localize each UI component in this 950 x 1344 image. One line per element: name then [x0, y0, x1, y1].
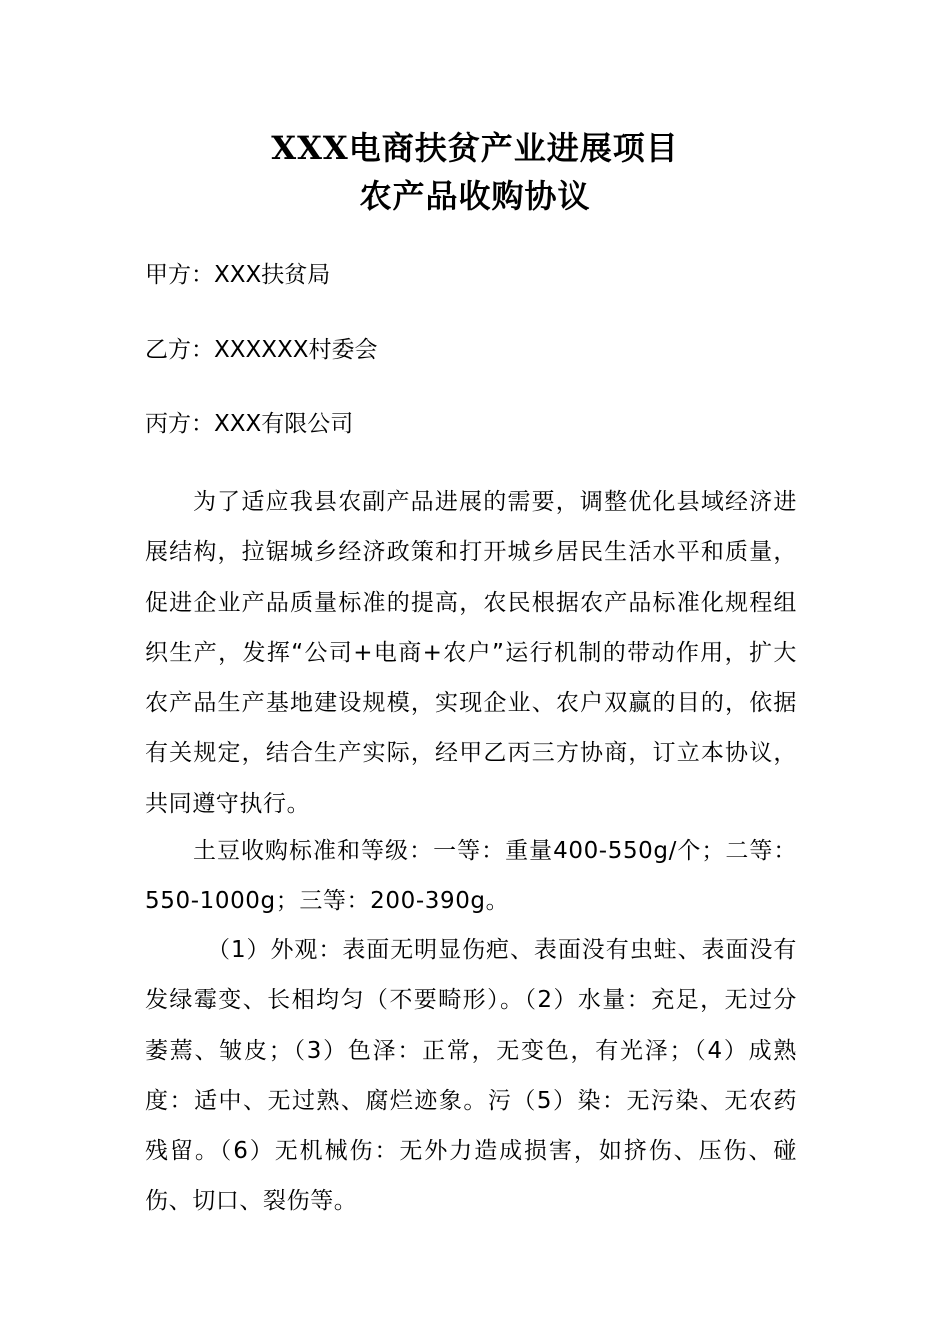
details-paragraph: （1）外观：表面无明显伤疤、表面没有虫蛀、表面没有发绿霉变、长相均匀（不要畸形）。（2）水量：充足，无过分萎蔫、皱皮；（3）色泽：正常，无变色，有光泽；（4）成熟度：适中、无过熟、腐烂迹象。污（5）染：无污染、无农药残留。（6）无机械伤：无外力造成损害，如挤伤、压伤、碰伤、切口、裂伤等。 [145, 937, 797, 1215]
party-a: 甲方：XXX扶贫局 [145, 262, 331, 288]
party-c: 丙方：XXX有限公司 [145, 411, 354, 437]
document-title-line2: 农产品收购协议 [359, 177, 591, 215]
standard-paragraph: 土豆收购标准和等级：一等：重量400-550g/个；二等：550-1000g；三等：200-390g。 [145, 838, 797, 915]
document-title-line1: XXX电商扶贫产业进展项目 [271, 129, 679, 167]
intro-paragraph: 为了适应我县农副产品进展的需要，调整优化县域经济进展结构，拉锯城乡经济政策和打开城乡居民生活水平和质量，促进企业产品质量标准的提高，农民根据农产品标准化规程组织生产，发挥“公司+电商+农户”运行机制的带动作用，扩大农产品生产基地建设规模，实现企业、农户双赢的目的，依据有关规定，结合生产实际，经甲乙丙三方协商，订立本协议，共同遵守执行。 [145, 489, 797, 817]
party-b: 乙方：XXXXXX村委会 [145, 337, 378, 363]
